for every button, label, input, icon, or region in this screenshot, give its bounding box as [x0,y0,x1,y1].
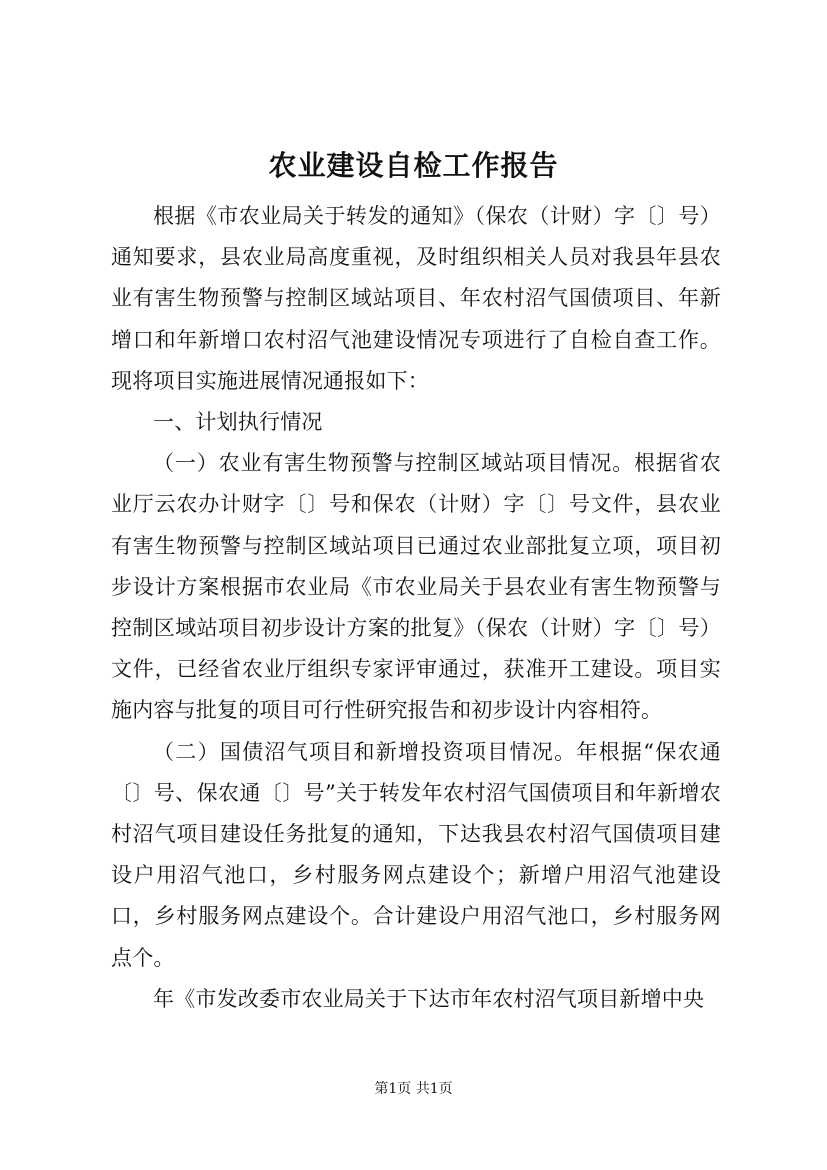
document-title: 农业建设自检工作报告 [268,149,559,182]
page-number-footer: 第1页 共1页 [374,1081,453,1097]
paragraph-pest-warning-project: （一）农业有害生物预警与控制区域站项目情况。根据省农业厅云农办计财字〔〕号和保农（计财）字〔〕号文件，县农业有害生物预警与控制区域站项目已通过农业部批复立项，项目初步设计方案根据市农业局《市农业局关于县农业有害生物预警与控制区域站项目初步设计方案的批复》（保农（计财）字〔〕号）文件，已经省农业厅组织专家评审通过，获准开工建设。项目实施内容与批复的项目可行性研究报告和初步设计内容相符。 [111,451,721,723]
paragraph-intro: 根据《市农业局关于转发的通知》（保农（计财）字〔〕号）通知要求，县农业局高度重视，及时组织相关人员对我县年县农业有害生物预警与控制区域站项目、年农村沼气国债项目、年新增口和年新增口农村沼气池建设情况专项进行了自检自查工作。现将项目实施进展情况通报如下： [111,204,721,393]
paragraph-continuation: 年《市发改委市农业局关于下达市年农村沼气项目新增中央 [153,986,705,1011]
section-heading-plan-execution: 一、计划执行情况 [153,410,323,435]
document-body [111,196,721,1020]
paragraph-biogas-project: （二）国债沼气项目和新增投资项目情况。年根据“保农通〔〕号、保农通〔〕号”关于转发年农村沼气国债项目和年新增农村沼气项目建设任务批复的通知，下达我县农村沼气国债项目建设户用沼气池口，乡村服务网点建设个；新增户用沼气池建设口，乡村服务网点建设个。合计建设户用沼气池口，乡村服务网点个。 [111,739,721,970]
